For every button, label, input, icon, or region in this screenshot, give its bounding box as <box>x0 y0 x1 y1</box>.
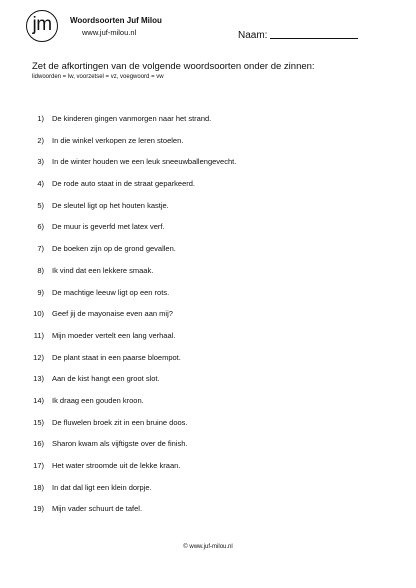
list-item <box>0 418 416 440</box>
list-item <box>0 483 416 505</box>
sentence-number: 12) <box>33 352 44 362</box>
sentence-number: 5) <box>37 200 44 210</box>
list-item <box>0 266 416 288</box>
sentence-text: Mijn vader schuurt de tafel. <box>52 504 143 514</box>
sentence-text: In de winter houden we een leuk sneeuwballengevecht. <box>52 157 237 167</box>
list-item <box>0 461 416 483</box>
sentence-text: Aan de kist hangt een groot slot. <box>52 374 160 384</box>
sentence-number: 1) <box>37 114 44 123</box>
list-item <box>0 222 416 244</box>
sentence-text: Het water stroomde uit de lekke kraan. <box>52 461 181 470</box>
sentence-text: In dat dal ligt een klein dorpje. <box>52 482 152 492</box>
sentence-text: De sleutel ligt op het houten kastje. <box>52 200 169 210</box>
sentence-number: 10) <box>33 309 44 319</box>
footer: © www.juf-milou.nl <box>183 544 233 550</box>
sentence-number: 15) <box>33 417 44 427</box>
list-item <box>0 136 416 158</box>
sentence-text: De muur is geverfd met latex verf. <box>52 222 165 232</box>
sentence-number: 16) <box>33 439 44 449</box>
list-item <box>0 439 416 461</box>
sentence-text: Ik draag een gouden kroon. <box>52 395 144 405</box>
sentence-number: 19) <box>33 504 44 514</box>
sentence-text: De boeken zijn op de grond gevallen. <box>52 244 176 254</box>
sentence-number: 9) <box>37 287 44 297</box>
sentence-text: Mijn moeder vertelt een lang verhaal. <box>52 330 176 340</box>
list-item <box>0 179 416 201</box>
list-item <box>0 288 416 310</box>
list-item <box>0 504 416 526</box>
sentence-number: 4) <box>37 179 44 189</box>
list-item <box>0 114 416 136</box>
sentence-text: De rode auto staat in de straat geparkeerd. <box>52 179 196 189</box>
logo <box>26 10 58 42</box>
sentence-number: 11) <box>33 330 44 340</box>
name-label: Naam: <box>238 30 268 41</box>
sentence-number: 3) <box>37 157 44 167</box>
list-item <box>0 353 416 375</box>
sentence-list <box>0 114 416 526</box>
site-url: www.juf-milou.nl <box>82 28 137 37</box>
name-line[interactable] <box>270 37 358 39</box>
list-item <box>0 201 416 223</box>
instruction: Zet de afkortingen van de volgende woordsoorten onder de zinnen: <box>32 61 315 72</box>
logo-text: jm <box>32 14 52 35</box>
sentence-text: De machtige leeuw ligt op een rots. <box>52 287 170 297</box>
sentence-number: 13) <box>33 374 44 384</box>
list-item <box>0 244 416 266</box>
list-item <box>0 396 416 418</box>
sentence-number: 6) <box>37 222 44 232</box>
name-field[interactable] <box>238 30 358 41</box>
sentence-text: Ik vind dat een lekkere smaak. <box>52 265 154 275</box>
list-item <box>0 157 416 179</box>
sentence-number: 14) <box>33 395 44 405</box>
sentence-text: De plant staat in een paarse bloempot. <box>52 352 181 362</box>
sentence-text: De kinderen gingen vanmorgen naar het strand. <box>52 114 212 123</box>
sentence-number: 8) <box>37 265 44 275</box>
legend: lidwoorden = lw, voorzetsel = vz, voegwoord = vw <box>32 74 164 80</box>
sentence-number: 7) <box>37 244 44 254</box>
list-item <box>0 374 416 396</box>
sentence-text: Sharon kwam als vijftigste over de finish. <box>52 439 188 449</box>
list-item <box>0 331 416 353</box>
sentence-text: De fluwelen broek zit in een bruine doos. <box>52 417 188 427</box>
sentence-text: In die winkel verkopen ze leren stoelen. <box>52 135 184 145</box>
sentence-number: 18) <box>33 482 44 492</box>
site-title: Woordsoorten Juf Milou <box>70 16 162 25</box>
sentence-number: 2) <box>37 135 44 145</box>
list-item <box>0 309 416 331</box>
sentence-number: 17) <box>33 461 44 470</box>
sentence-text: Geef jij de mayonaise even aan mij? <box>52 309 173 319</box>
